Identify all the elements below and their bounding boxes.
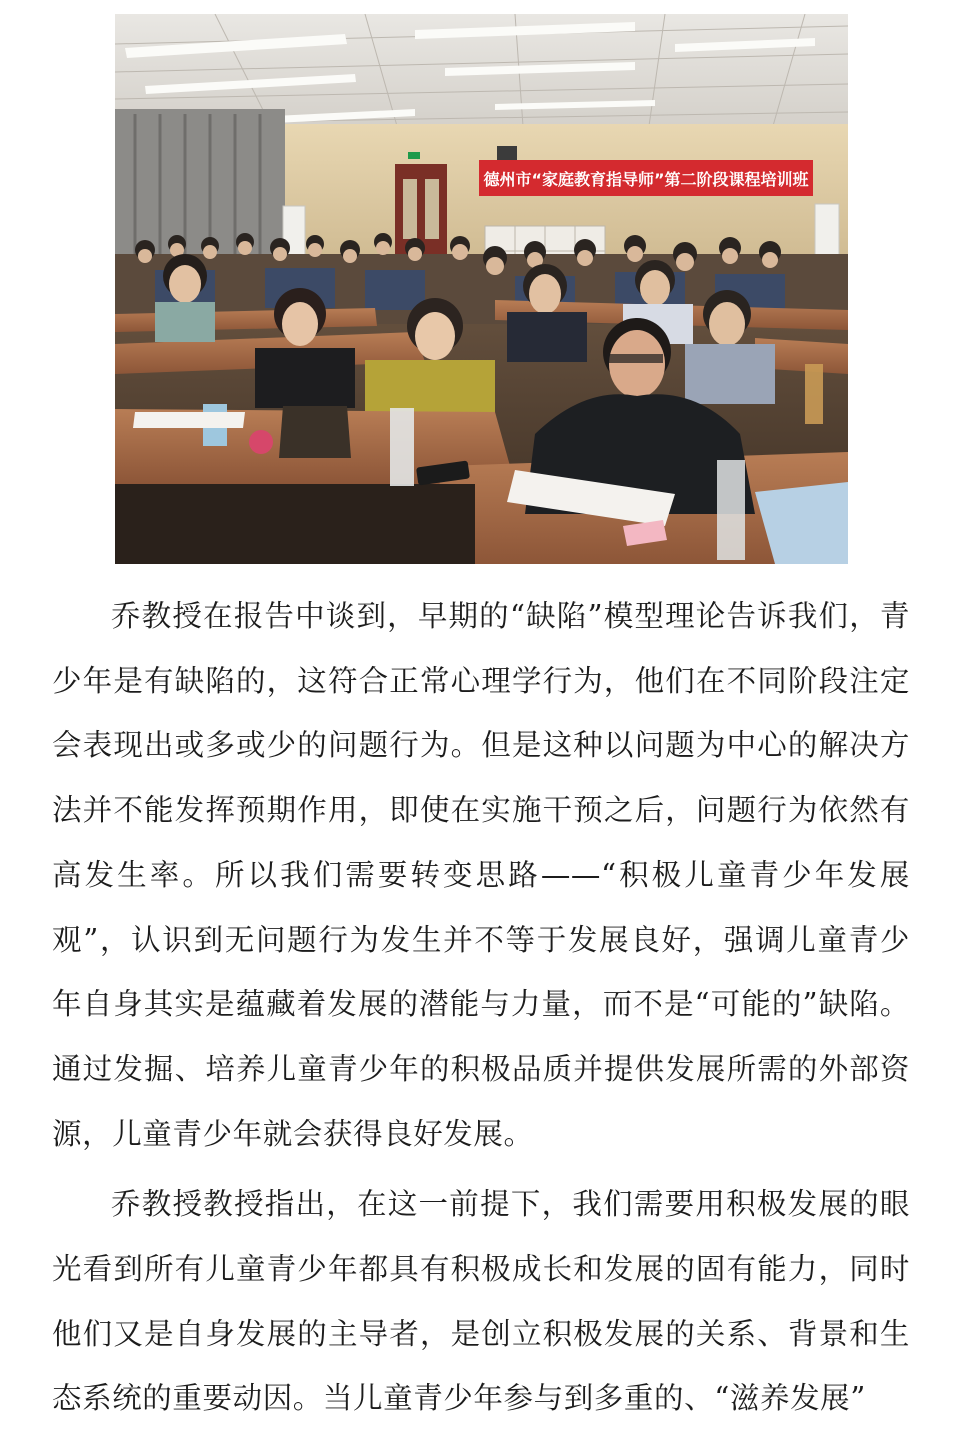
bottle-icon	[717, 460, 745, 560]
bottle-icon	[390, 408, 414, 486]
handbag-icon	[279, 406, 351, 458]
article-body	[52, 584, 910, 1431]
classroom-photo	[115, 14, 848, 564]
cup-icon	[805, 364, 823, 424]
paragraph: 乔教授在报告中谈到，早期的“缺陷”模型理论告诉我们，青少年是有缺陷的，这符合正常心理学行为，他们在不同阶段注定会表现出或多或少的问题行为。但是这种以问题为中心的解决方法并不能发挥预期作用，即使在实施干预之后，问题行为依然有高发生率。所以我们需要转变思路——“积极儿童青少年发展观”，认识到无问题行为发生并不等于发展良好，强调儿童青少年自身其实是蕴藏着发展的潜能与力量，而不是“可能的”缺陷。通过发掘、培养儿童青少年的积极品质并提供发展所需的外部资源，儿童青少年就会获得良好发展。	[52, 599, 910, 1151]
paragraph: 乔教授教授指出，在这一前提下，我们需要用积极发展的眼光看到所有儿童青少年都具有积极成长和发展的固有能力，同时他们又是自身发展的主导者，是创立积极发展的关系、背景和生态系统的重要动因。当儿童青少年参与到多重的、“滋养发展”	[52, 1187, 910, 1416]
notebook-icon	[133, 412, 245, 428]
exit-sign-icon	[408, 152, 420, 159]
pink-item-icon	[249, 430, 273, 454]
classroom-illustration	[115, 14, 848, 564]
banner-text: 德州市“家庭教育指导师”第二阶段课程培训班	[483, 170, 809, 189]
